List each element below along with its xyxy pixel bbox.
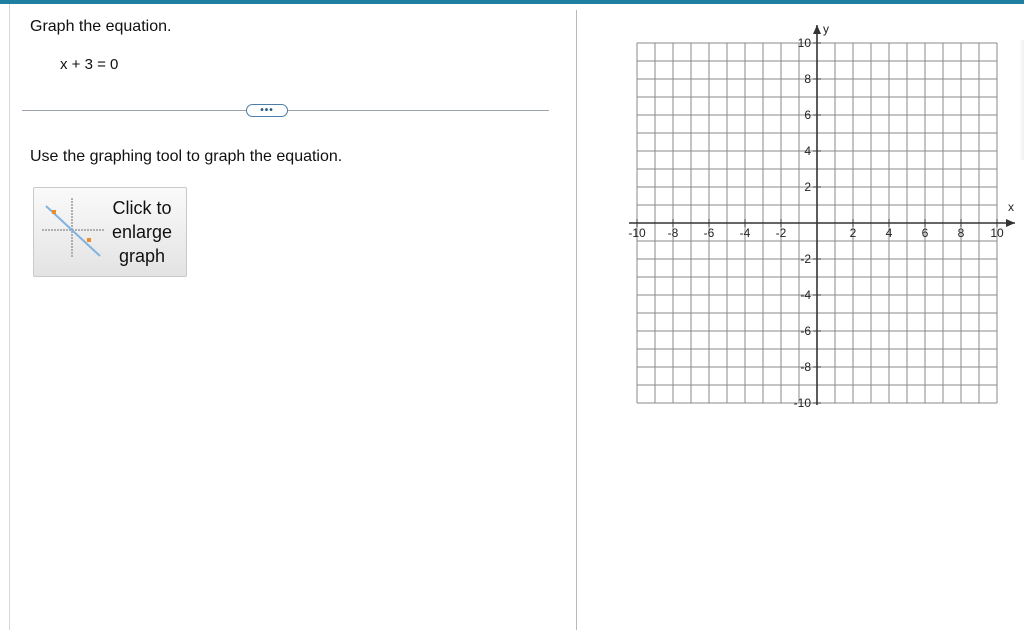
y-tick-label: -4 bbox=[800, 288, 811, 302]
y-axis-arrow-icon bbox=[813, 25, 821, 34]
enlarge-graph-label bbox=[104, 196, 180, 268]
x-tick-label: 2 bbox=[849, 226, 857, 240]
enlarge-graph-button[interactable] bbox=[33, 187, 187, 277]
question-equation: x + 3 = 0 bbox=[60, 56, 119, 73]
left-border bbox=[9, 4, 10, 630]
x-tick-label: -6 bbox=[703, 226, 715, 240]
x-tick-label: -2 bbox=[775, 226, 787, 240]
enlarge-line-2: enlarge bbox=[111, 222, 173, 242]
y-tick-label: 2 bbox=[804, 180, 811, 194]
enlarge-line-3: graph bbox=[118, 246, 166, 266]
scroll-edge bbox=[1019, 40, 1024, 160]
x-tick-label: -8 bbox=[667, 226, 679, 240]
show-more-button[interactable]: ••• bbox=[246, 104, 288, 117]
x-tick-label: 4 bbox=[885, 226, 893, 240]
x-axis-label: x bbox=[1008, 200, 1014, 214]
y-tick-label: -6 bbox=[800, 324, 811, 338]
enlarge-line-1: Click to bbox=[112, 198, 172, 218]
x-tick-label: -10 bbox=[628, 226, 646, 240]
y-tick-label: -8 bbox=[800, 360, 811, 374]
top-accent-bar bbox=[0, 0, 1024, 4]
instruction-text: Use the graphing tool to graph the equation. bbox=[30, 148, 343, 165]
x-axis-arrow-icon bbox=[1006, 219, 1015, 227]
y-tick-label: 10 bbox=[797, 36, 811, 50]
y-tick-label: 8 bbox=[804, 72, 811, 86]
x-tick-label: 6 bbox=[921, 226, 929, 240]
y-tick-label: 6 bbox=[804, 108, 811, 122]
x-tick-label: 10 bbox=[990, 226, 1004, 240]
coordinate-graph[interactable] bbox=[620, 18, 1020, 418]
question-prompt: Graph the equation. bbox=[30, 18, 172, 35]
panel-divider[interactable] bbox=[576, 10, 577, 630]
graph-icon bbox=[40, 196, 106, 262]
y-tick-label: -10 bbox=[793, 396, 811, 410]
x-tick-label: 8 bbox=[957, 226, 965, 240]
y-tick-label: 4 bbox=[804, 144, 811, 158]
y-tick-label: -2 bbox=[800, 252, 811, 266]
x-tick-label: -4 bbox=[739, 226, 751, 240]
y-axis-label: y bbox=[823, 22, 829, 36]
